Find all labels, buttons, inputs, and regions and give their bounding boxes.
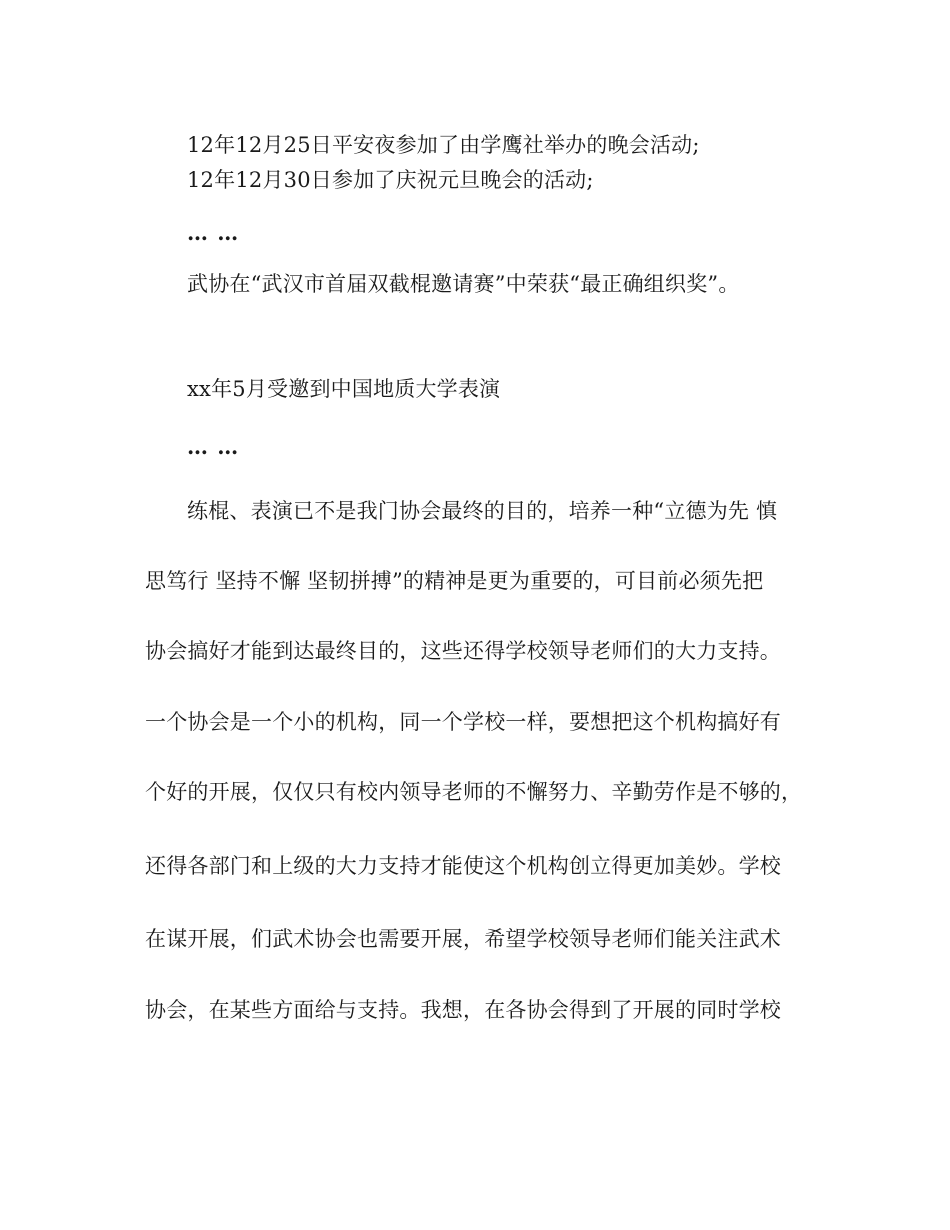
paragraph-line: 一个协会是一个小的机构，同一个学校一样，要想把这个机构搞好有 xyxy=(145,710,781,734)
paragraph-line: 个好的开展，仅仅只有校内领导老师的不懈努力、辛勤劳作是不够的， xyxy=(145,780,803,804)
activity-item: 12年12月30日参加了庆祝元旦晚会的活动; xyxy=(187,168,594,192)
activity-item: 武协在“武汉市首届双截棍邀请赛”中荣获“最正确组织奖”。 xyxy=(187,272,740,296)
activity-item: xx年5月受邀到中国地质大学表演 xyxy=(187,377,501,401)
ellipsis-line: … … xyxy=(187,434,240,459)
paragraph-line: 协会，在某些方面给与支持。我想，在各协会得到了开展的同时学校 xyxy=(145,998,781,1022)
paragraph-line: 思笃行 坚持不懈 坚韧拼搏”的精神是更为重要的，可目前必须先把 xyxy=(145,569,764,593)
paragraph-line: 还得各部门和上级的大力支持才能使这个机构创立得更加美妙。学校 xyxy=(145,854,781,878)
ellipsis-line: … … xyxy=(187,220,240,245)
paragraph-line: 协会搞好才能到达最终目的，这些还得学校领导老师们的大力支持。 xyxy=(145,639,781,663)
activity-item: 12年12月25日平安夜参加了由学鹰社举办的晚会活动; xyxy=(187,133,700,157)
paragraph-line: 练棍、表演已不是我门协会最终的目的，培养一种“立德为先 慎 xyxy=(187,499,778,523)
paragraph-line: 在谋开展，们武术协会也需要开展，希望学校领导老师们能关注武术 xyxy=(145,927,781,951)
